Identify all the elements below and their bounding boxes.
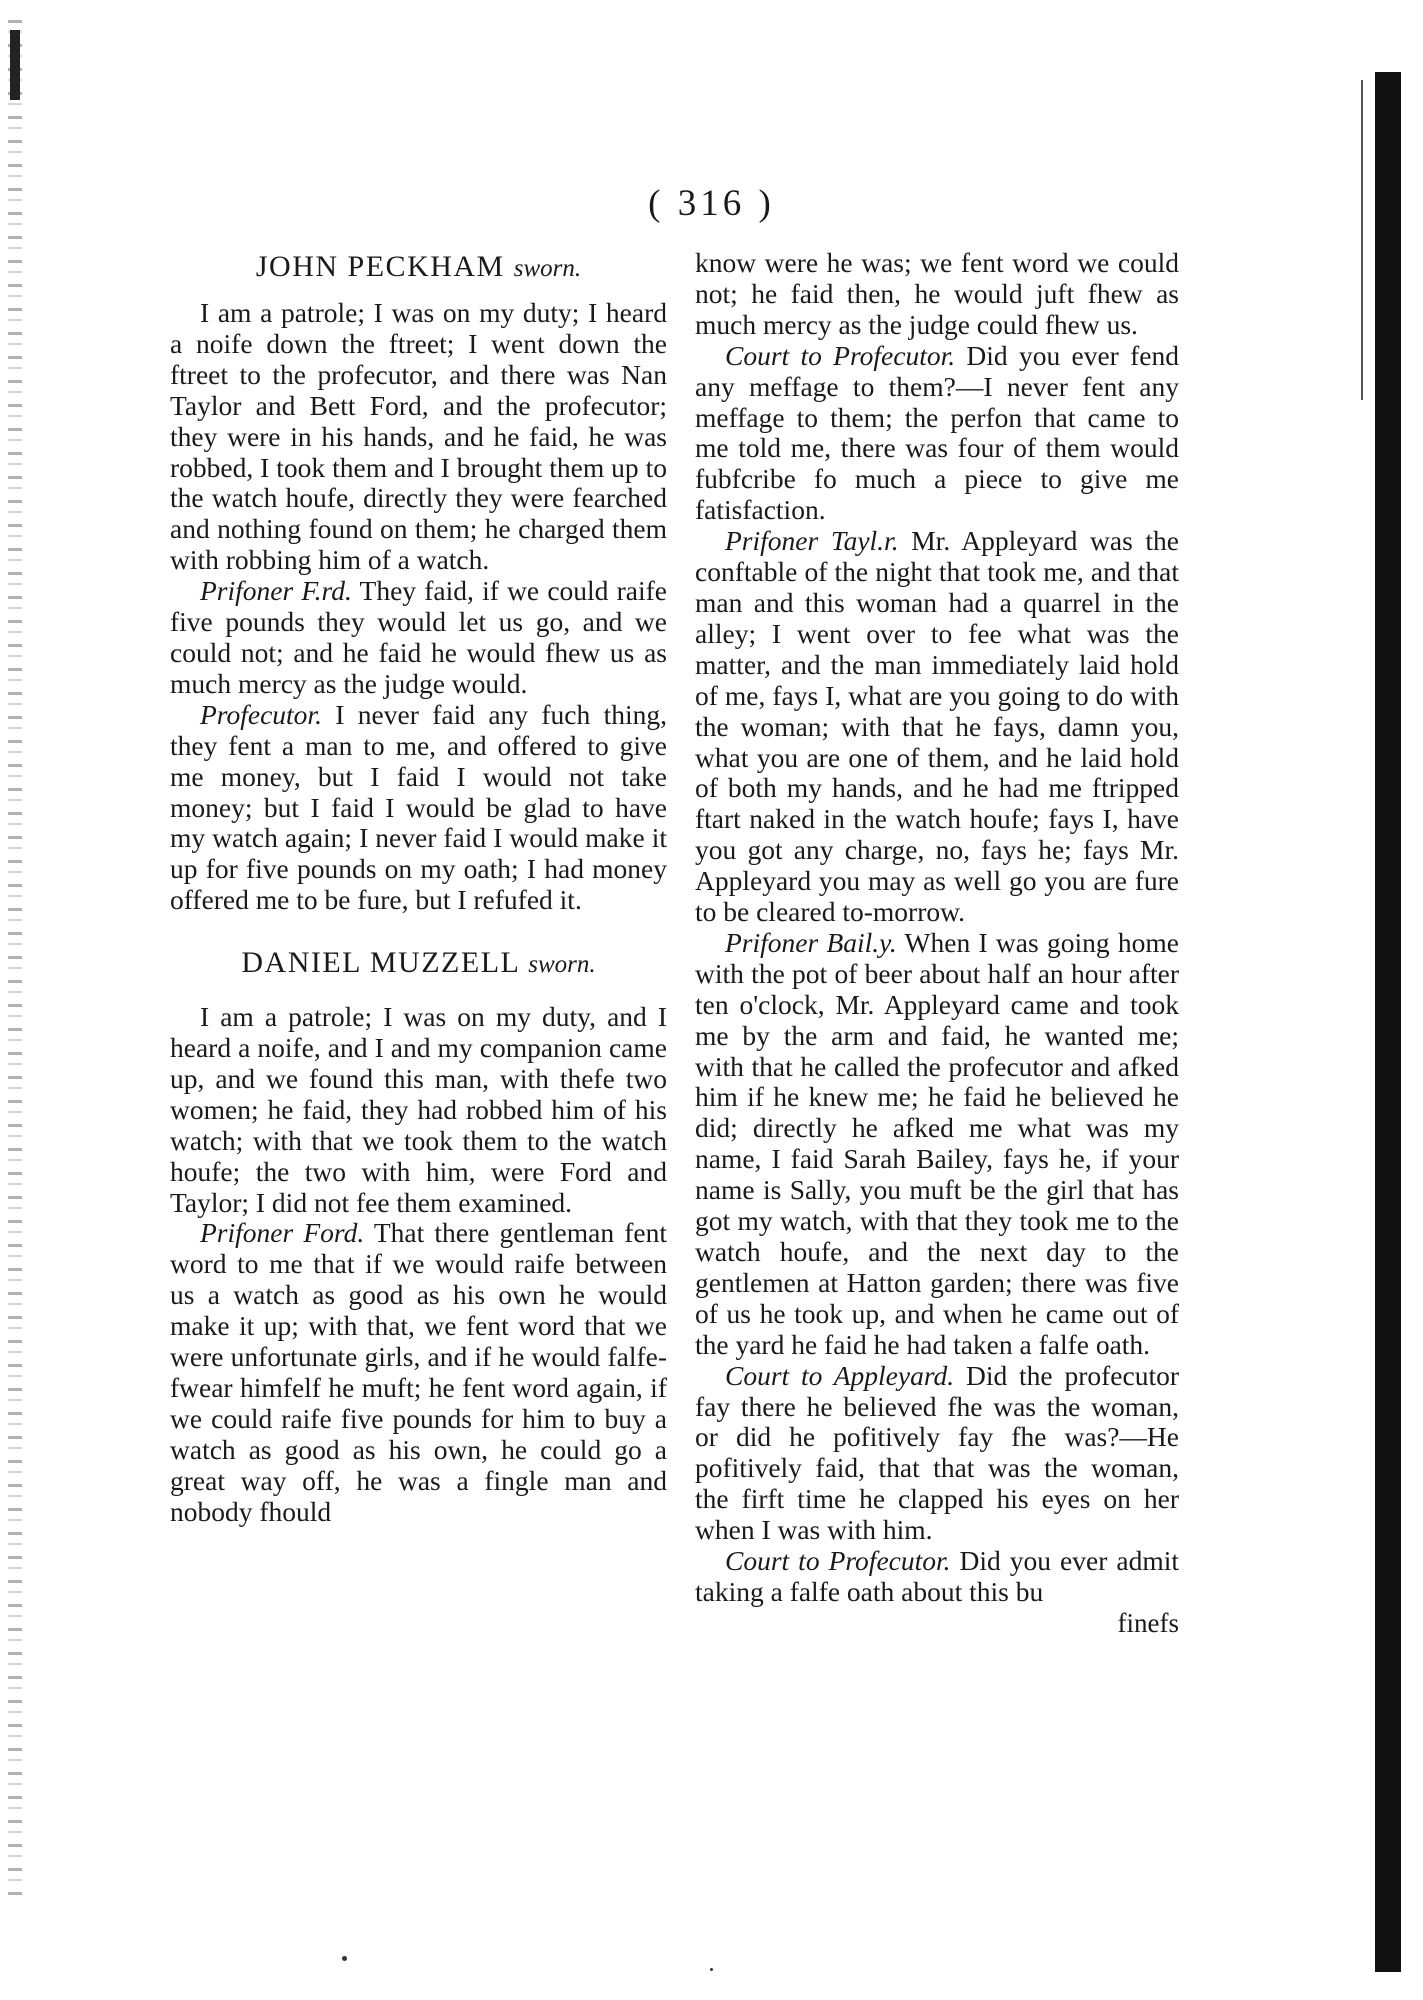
speech-text: I never faid any fuch thing, they fent a man to me, and offered to give me money, but I faid I would not take money; but I faid I would be glad to have my watch again; I never faid I would make it up for five pounds on my oath; I had money offered me to be fure, but I refufed it. [170,698,667,916]
speech-text: Did you ever admit taking a falfe oath about this bu [695,1545,1179,1607]
testimony-paragraph [695,341,1179,526]
page-number: ( 316 ) [648,183,775,224]
speech-text: They faid, if we could raife five pounds they would let us go, and we could not; and he faid he would fhew us as much mercy as the judge would. [170,575,667,699]
scan-right-line [1361,80,1363,400]
witness-name: DANIEL MUZZELL [241,946,520,980]
scan-speck [342,1956,347,1961]
speech-text: Did you ever fend any meffage to them?—I never fent any meffage to them; the perfon that came to me told me, there was four of them would fubfcribe fo much a piece to give me fatisfaction. [695,339,1179,526]
speech-text: Did the profecutor fay there he believed fhe was the woman, or did he pofitively fay fhe was?—He pofitively faid, that that was the woman, the firft time he clapped his eyes on her when I was with him. [695,1359,1179,1546]
speaker-label: Prifoner Ford. [200,1217,365,1249]
scan-left-edge [8,20,22,1900]
speech-text: That there gentleman fent word to me that if we would raife between us a watch as good as his own he would make it up; with that, we fent word that we were unfortunate girls, and if he would falfe-fwear himfelf he muft; he fent word again, if we could raife five pounds for him to buy a watch as good as his own, he could go a great way off, he was a fingle man and nobody fhould [170,1217,667,1527]
right-column [695,248,1179,1638]
speech-text: When I was going home with the pot of beer about half an hour after ten o'clock, Mr. Appleyard came and took me by the arm and faid, he wanted me; with that he called the profecutor and afked him if he knew me; he faid he believed he did; directly he afked me what was my name, I faid Sarah Bailey, fays he, if your name is Sally, you muft be the girl that has got my watch, with that they took me to the watch houfe, and the next day to the gentlemen at Hatton garden; there was five of us he took up, and when he came out of the yard he faid he had taken a falfe oath. [695,926,1179,1360]
testimony-paragraph [170,1218,667,1527]
speaker-label: Court to Profecutor. [725,1545,951,1577]
sworn-label: sworn. [528,951,596,979]
speaker-label: Profecutor. [200,698,322,730]
testimony-paragraph: I am a patrole; I was on my duty; I heard a noife down the ftreet; I went down the ftreet to the profecutor, and there was Nan Taylor and Bett Ford, and the profecutor; they were in his hands, and he faid, he was robbed, I took them and I brought them up to the watch houfe, directly they were fearched and nothing found on them; he charged them with robbing him of a watch. [170,297,667,576]
testimony-paragraph [695,526,1179,928]
testimony-paragraph [695,1546,1179,1608]
speaker-label: Prifoner Tayl.r. [725,525,899,557]
speaker-label: Prifoner Bail.y. [725,926,897,958]
witness-heading-peckham [170,250,667,286]
scan-left-mark [10,30,20,100]
catchword: finefs [1117,1607,1179,1638]
sworn-label: sworn. [513,255,582,282]
scan-speck [710,1968,713,1971]
testimony-paragraph: I am a patrole; I was on my duty, and I heard a noife, and I and my companion came up, and we found this man, with thefe two women; he faid, they had robbed him of his watch; with that we took them to the watch houfe; the two with him, were Ford and Taylor; I did not fee them examined. [170,1001,667,1218]
testimony-paragraph: know were he was; we fent word we could not; he faid then, he would juft fhew as much mercy as the judge could fhew us. [695,247,1179,340]
speech-text: Mr. Appleyard was the conftable of the night that took me, and that man and this woman had a quarrel in the alley; I went over to fee what was the matter, and the man immediately laid hold of me, fays I, what are you going to do with the woman; with that he fays, damn you, what you are one of them, and he laid hold of both my hands, and he had me ftripped ftart naked in the watch houfe; fays I, have you got any charge, no, fays he; fays Mr. Appleyard you may as well go you are fure to be cleared to-morrow. [695,525,1179,928]
testimony-paragraph [695,928,1179,1361]
witness-heading-muzzell [170,946,667,982]
testimony-paragraph [170,700,667,916]
testimony-paragraph [695,1361,1179,1546]
testimony-paragraph [170,576,667,700]
speaker-label: Court to Appleyard. [725,1359,955,1391]
speaker-label: Prifoner F.rd. [200,575,352,607]
scan-right-edge [1375,72,1401,1972]
witness-name: JOHN PECKHAM [255,250,505,283]
left-column [170,248,667,1528]
speaker-label: Court to Profecutor. [725,339,956,371]
